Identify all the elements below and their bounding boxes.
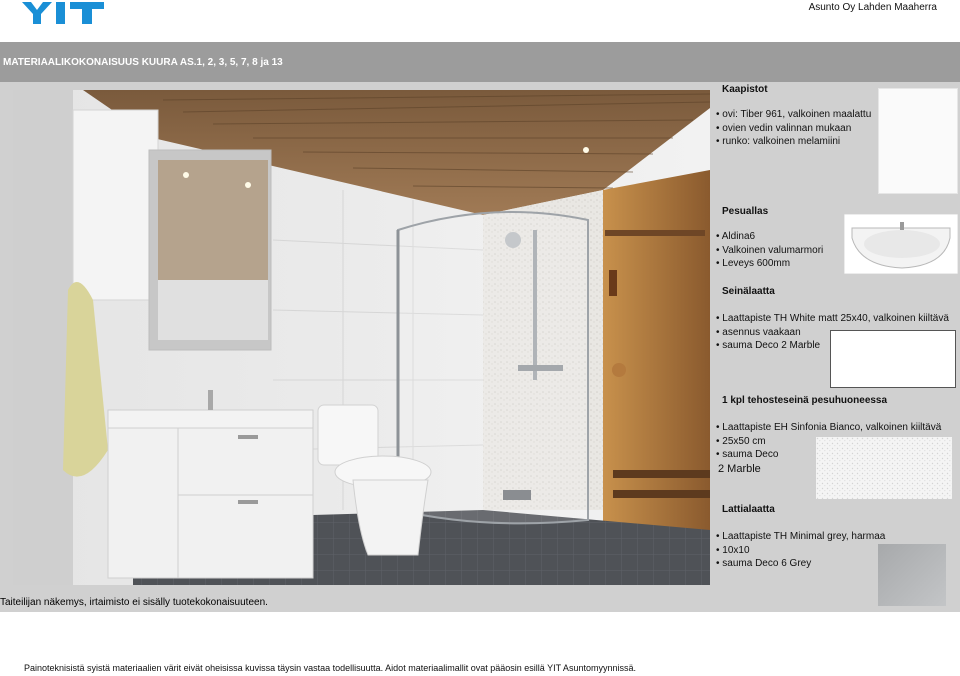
feature-tile-swatch bbox=[816, 437, 952, 499]
list-item: • Laattapiste TH White matt 25x40, valkoinen kiiltävä bbox=[716, 312, 949, 326]
bathroom-rendering bbox=[13, 90, 710, 585]
list-item: • sauma Deco 2 Marble bbox=[716, 339, 949, 353]
list-item: • sauma Deco bbox=[716, 448, 941, 462]
list-item: • 25x50 cm bbox=[716, 435, 941, 449]
disclaimer-text: Painoteknisistä syistä materiaalien värit eivät oheisissa kuvissa täysin vastaa todellisuutta. Aidot materiaalimallit ovat pääosin esillä YIT Asuntomyynnissä. bbox=[24, 663, 636, 673]
pesuallas-list bbox=[716, 230, 823, 271]
kaapistot-heading: Kaapistot bbox=[722, 84, 768, 95]
list-item: • Leveys 600mm bbox=[716, 257, 823, 271]
list-item: • Laattapiste EH Sinfonia Bianco, valkoinen kiiltävä bbox=[716, 421, 941, 435]
content-area bbox=[0, 82, 960, 612]
list-item: • Valkoinen valumarmori bbox=[716, 244, 823, 258]
tehosteseina-heading: 1 kpl tehosteseinä pesuhuoneessa bbox=[722, 395, 888, 406]
list-item: • ovien vedin valinnan mukaan bbox=[716, 122, 871, 136]
list-item: • asennus vaakaan bbox=[716, 326, 949, 340]
image-caption: Taiteilijan näkemys, irtaimisto ei sisälly tuotekokonaisuuteen. bbox=[0, 597, 268, 608]
list-item: • 10x10 bbox=[716, 544, 885, 558]
list-item: • Laattapiste TH Minimal grey, harmaa bbox=[716, 530, 885, 544]
company-name: Asunto Oy Lahden Maaherra bbox=[808, 2, 937, 13]
materials-panel bbox=[716, 82, 960, 612]
washbasin-image bbox=[844, 214, 958, 274]
list-item: • ovi: Tiber 961, valkoinen maalattu bbox=[716, 108, 871, 122]
floor-tile-swatch bbox=[878, 544, 946, 606]
title-bar bbox=[0, 42, 960, 82]
list-item: • runko: valkoinen melamiini bbox=[716, 135, 871, 149]
seinalaatta-heading: Seinälaatta bbox=[722, 286, 775, 297]
list-item: • sauma Deco 6 Grey bbox=[716, 557, 885, 571]
wall-tile-swatch bbox=[830, 330, 956, 388]
lattialaatta-list bbox=[716, 530, 885, 571]
kaapistot-list bbox=[716, 108, 871, 149]
pesuallas-heading: Pesuallas bbox=[722, 206, 769, 217]
yit-logo bbox=[22, 2, 106, 24]
lattialaatta-heading: Lattialaatta bbox=[722, 504, 775, 515]
cabinet-door-swatch bbox=[878, 88, 958, 194]
list-item: • Aldina6 bbox=[716, 230, 823, 244]
page-title: MATERIAALIKOKONAISUUS KUURA AS.1, 2, 3, 5, 7, 8 ja 13 bbox=[3, 56, 283, 68]
tehosteseina-extra: 2 Marble bbox=[718, 463, 761, 475]
